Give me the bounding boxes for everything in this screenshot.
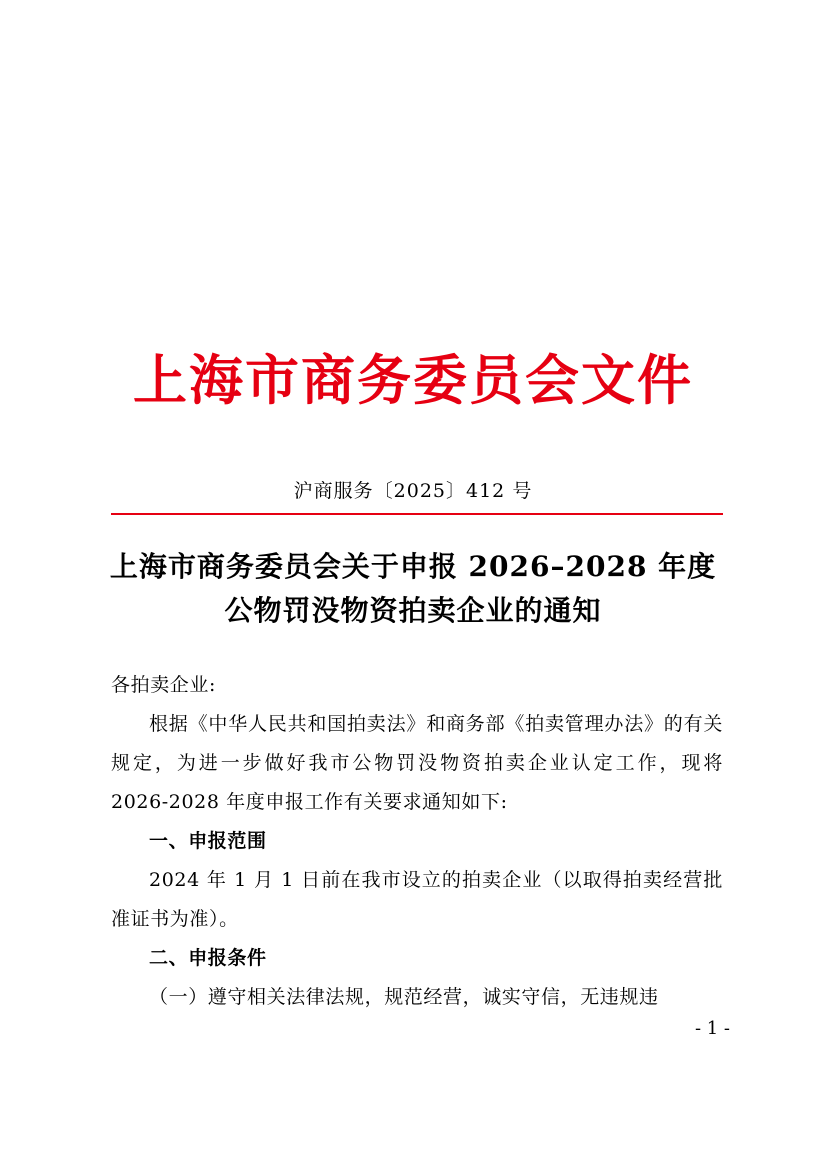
page-number: - 1 - bbox=[694, 1018, 730, 1039]
section-2-item-1: （一）遵守相关法律法规，规范经营，诚实守信，无违规违 bbox=[149, 986, 659, 1008]
notice-title-line-2: 公物罚没物资拍卖企业的通知 bbox=[224, 594, 602, 627]
intro-paragraph: 根据《中华人民共和国拍卖法》和商务部《拍卖管理办法》的有关规定，为进一步做好我市公物罚没物资拍卖企业认定工作，现将 2026-2028 年度申报工作有关要求通知如下: bbox=[111, 713, 723, 813]
section-1-heading: 一、申报范围 bbox=[149, 830, 267, 852]
section-1-paragraph: 2024 年 1 月 1 日前在我市设立的拍卖企业（以取得拍卖经营批准证书为准）。 bbox=[111, 869, 723, 930]
notice-title bbox=[100, 545, 726, 633]
red-separator-line bbox=[111, 513, 723, 515]
document-body bbox=[111, 666, 723, 1017]
issuing-organization-title: 上海市商务委员会文件 bbox=[133, 348, 693, 412]
section-2-heading: 二、申报条件 bbox=[149, 947, 267, 969]
notice-title-line-1: 上海市商务委员会关于申报 2026–2028 年度 bbox=[109, 550, 717, 583]
document-number: 沪商服务〔2025〕412 号 bbox=[293, 480, 533, 502]
salutation: 各拍卖企业: bbox=[111, 674, 217, 696]
